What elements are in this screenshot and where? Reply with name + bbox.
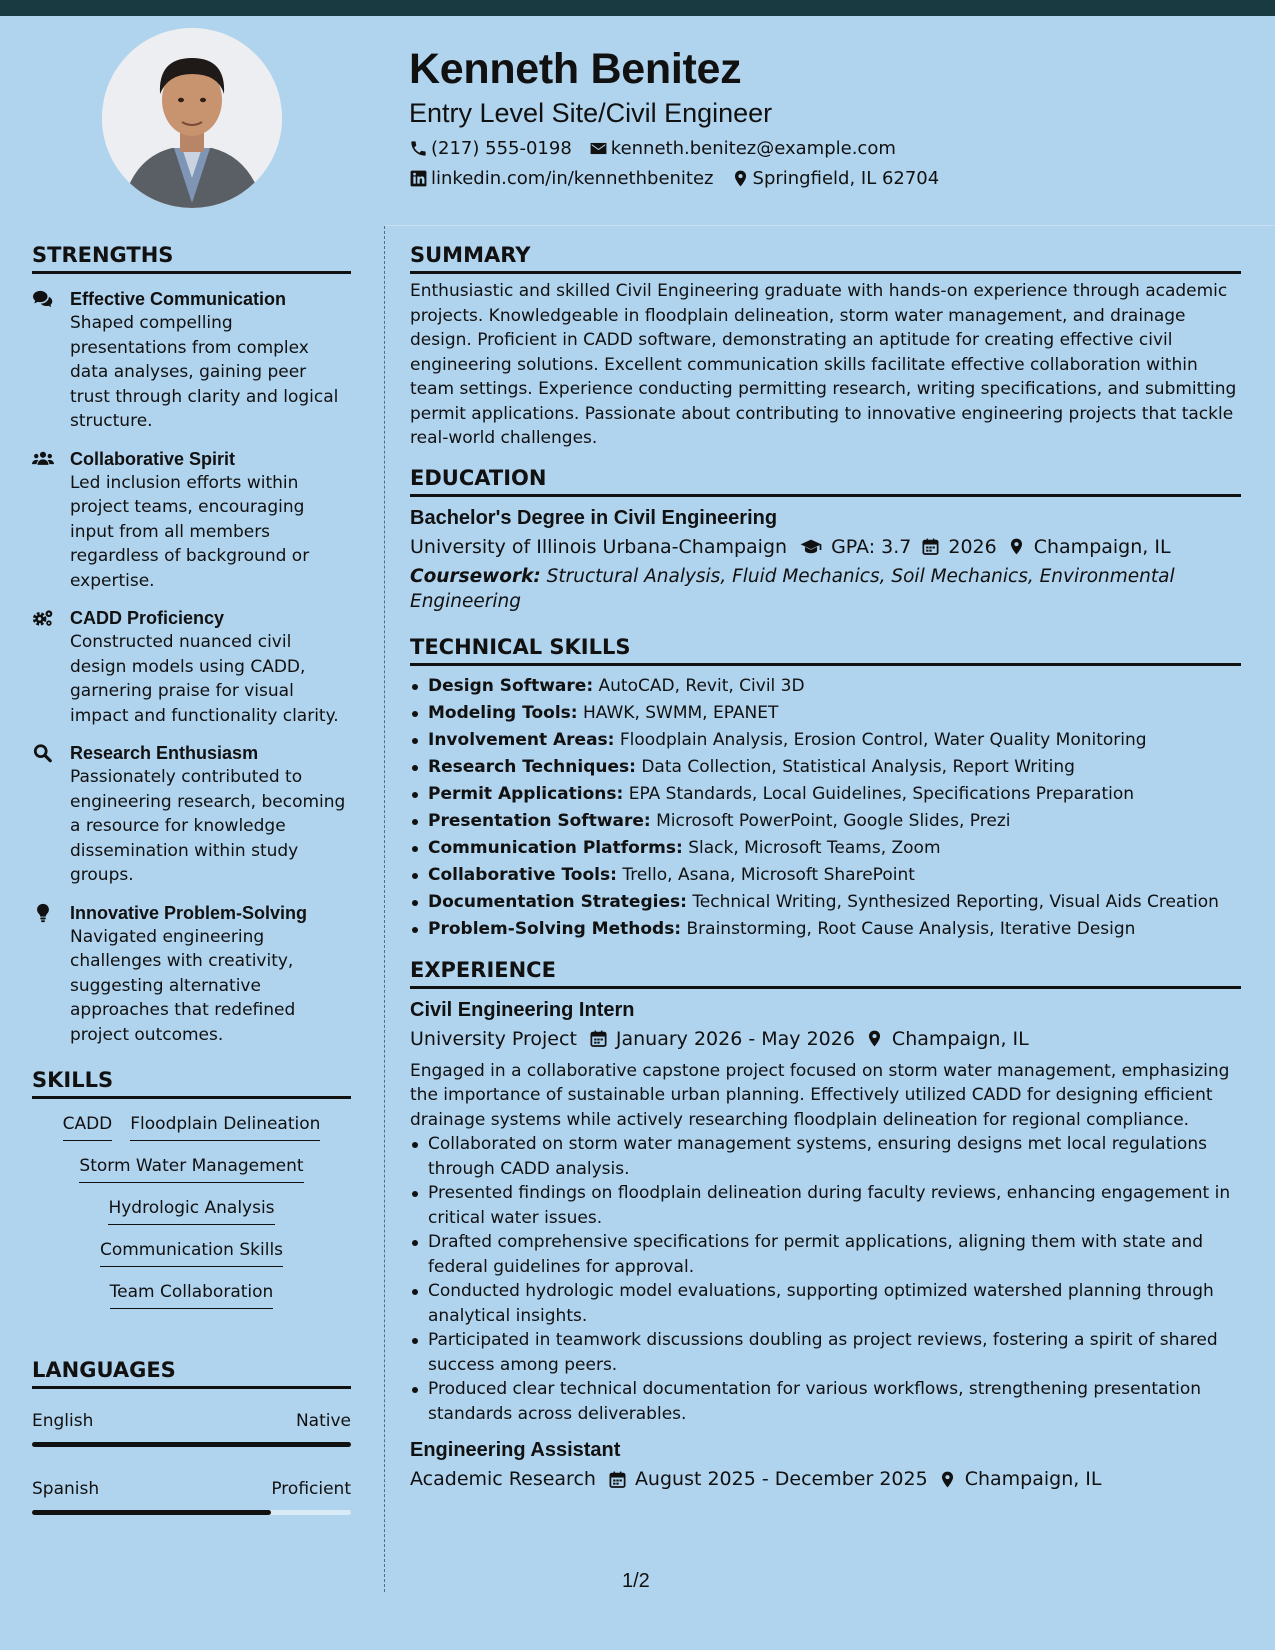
map-pin-icon xyxy=(1007,537,1026,556)
profile-photo xyxy=(102,28,282,208)
education-heading: EDUCATION xyxy=(410,465,1241,497)
job-title: Civil Engineering Intern xyxy=(410,998,635,1021)
linkedin-icon xyxy=(409,169,428,188)
strength-description: Constructed nuanced civil design models using CADD, garnering praise for visual impact and functionality clarity. xyxy=(70,632,339,726)
skill-chip: Floodplain Delineation xyxy=(130,1111,320,1141)
envelope-icon xyxy=(589,139,608,158)
strength-description: Passionately contributed to engineering research, becoming a resource for knowledge dissemination within study groups. xyxy=(70,767,346,885)
header-divider xyxy=(383,225,1275,226)
contact-row-1 xyxy=(409,133,1229,163)
list-item: Conducted hydrologic model evaluations, supporting optimized watershed planning through analytical insights. xyxy=(410,1279,1241,1328)
tech-skill-label: Permit Applications: xyxy=(428,783,624,804)
summary-heading: SUMMARY xyxy=(410,242,1241,274)
tech-skill-value: EPA Standards, Local Guidelines, Specifications Preparation xyxy=(628,783,1135,804)
tech-skill-value: Data Collection, Statistical Analysis, Report Writing xyxy=(641,756,1075,777)
skill-chip: Team Collaboration xyxy=(110,1279,274,1309)
degree-title: Bachelor's Degree in Civil Engineering xyxy=(410,506,778,529)
language-proficiency-fill xyxy=(32,1442,351,1447)
comments-icon xyxy=(32,289,54,309)
users-icon xyxy=(32,449,54,469)
tech-skill-label: Presentation Software: xyxy=(428,810,651,831)
search-icon xyxy=(32,743,54,763)
education-meta xyxy=(410,532,1241,562)
job-meta xyxy=(410,1464,1241,1494)
strength-item xyxy=(32,741,351,888)
job-title: Engineering Assistant xyxy=(410,1439,621,1461)
gpa-text: GPA: 3.7 xyxy=(831,535,912,558)
contact-location xyxy=(731,168,940,189)
tech-skill-value: Microsoft PowerPoint, Google Slides, Prezi xyxy=(656,810,1011,831)
location-text: Springfield, IL 62704 xyxy=(752,167,940,189)
contact-row-2 xyxy=(409,163,1229,193)
list-item: Participated in teamwork discussions doubling as project reviews, fostering a spirit of shared success among peers. xyxy=(410,1328,1241,1377)
left-column xyxy=(32,242,351,1545)
profile-photo-image xyxy=(102,28,282,208)
skills-heading: SKILLS xyxy=(32,1067,351,1099)
tech-skill-value: Trello, Asana, Microsoft SharePoint xyxy=(622,864,915,885)
list-item: Collaborated on storm water management systems, ensuring designs met local regulations through CADD analysis. xyxy=(410,1132,1241,1181)
strength-item xyxy=(32,901,351,1048)
list-item xyxy=(410,808,1241,835)
strengths-heading: STRENGTHS xyxy=(32,242,351,274)
technical-skills-list xyxy=(410,673,1241,943)
language-proficiency-bar xyxy=(32,1510,351,1515)
language-name: Spanish xyxy=(32,1479,100,1499)
strength-title: Innovative Problem-Solving xyxy=(70,902,308,923)
language-name: English xyxy=(32,1411,94,1431)
graduation-year: 2026 xyxy=(948,535,997,558)
summary-text: Enthusiastic and skilled Civil Engineering graduate with hands-on experience through academic projects. Knowledgeable in floodplain delineation, storm water management, and drainage design. Proficient in CADD software, demonstrating an aptitude for creating effective civil engineering solutions. Excellent communication skills facilitate effective collaboration within team settings. Experience conducting permitting research, writing specifications, and submitting permit applications. Passionate about contributing to innovative engineering projects that tackle real-world challenges. xyxy=(410,281,1237,448)
page-number: 1/2 xyxy=(622,1570,650,1592)
job-location: Champaign, IL xyxy=(964,1468,1102,1490)
linkedin-text: linkedin.com/in/kennethbenitez xyxy=(431,167,714,189)
calendar-icon xyxy=(608,1470,627,1489)
phone-text: (217) 555-0198 xyxy=(431,137,572,159)
skill-chip: CADD xyxy=(63,1111,113,1141)
candidate-name: Kenneth Benitez xyxy=(409,45,742,93)
contact-phone[interactable] xyxy=(409,138,572,159)
language-level: Native xyxy=(295,1411,351,1431)
coursework xyxy=(410,564,1241,614)
strength-description: Shaped compelling presentations from complex data analyses, gaining peer trust through clarity and logical structure. xyxy=(70,313,339,431)
tech-skill-label: Collaborative Tools: xyxy=(428,864,617,885)
strength-title: Collaborative Spirit xyxy=(70,448,236,469)
top-bar xyxy=(0,0,1275,16)
job-location: Champaign, IL xyxy=(891,1027,1029,1050)
job-summary: Engaged in a collaborative capstone project focused on storm water management, emphasizing the importance of sustainable urban planning. Effectively utilized CADD for designing efficient drainage systems while actively researching floodplain delineation for regional compliance. xyxy=(410,1060,1230,1130)
list-item xyxy=(410,673,1241,700)
tech-skill-value: Brainstorming, Root Cause Analysis, Iterative Design xyxy=(686,918,1136,939)
tech-skill-label: Design Software: xyxy=(428,675,594,696)
email-text: kenneth.benitez@example.com xyxy=(610,137,896,159)
list-item xyxy=(410,781,1241,808)
tech-skill-value: Technical Writing, Synthesized Reporting, Visual Aids Creation xyxy=(692,891,1219,912)
school-name: University of Illinois Urbana-Champaign xyxy=(410,535,788,558)
phone-icon xyxy=(409,139,428,158)
list-item xyxy=(410,700,1241,727)
list-item: Presented findings on floodplain delineation during faculty reviews, enhancing engagement in critical water issues. xyxy=(410,1181,1241,1230)
tech-skill-label: Communication Platforms: xyxy=(428,837,683,858)
tech-skill-label: Research Techniques: xyxy=(428,756,636,777)
calendar-icon xyxy=(589,1029,608,1048)
skill-chip: Storm Water Management xyxy=(79,1153,303,1183)
map-pin-icon xyxy=(731,169,750,188)
strength-item xyxy=(32,447,351,594)
tech-skill-value: Floodplain Analysis, Erosion Control, Water Quality Monitoring xyxy=(619,729,1147,750)
calendar-icon xyxy=(921,537,940,556)
list-item xyxy=(410,727,1241,754)
technical-skills-heading: TECHNICAL SKILLS xyxy=(410,634,1241,666)
lightbulb-icon xyxy=(32,903,54,923)
strength-title: Effective Communication xyxy=(70,289,287,309)
tech-skill-label: Involvement Areas: xyxy=(428,729,615,750)
strength-title: Research Enthusiasm xyxy=(70,743,259,763)
tech-skill-value: Slack, Microsoft Teams, Zoom xyxy=(688,837,941,858)
list-item xyxy=(410,889,1241,916)
contact-linkedin[interactable] xyxy=(409,168,714,189)
strength-description: Led inclusion efforts within project teams, encouraging input from all members regardless of background or expertise. xyxy=(70,472,310,591)
skill-chip: Hydrologic Analysis xyxy=(108,1195,274,1225)
language-proficiency-fill xyxy=(32,1510,271,1515)
candidate-title: Entry Level Site/Civil Engineer xyxy=(409,98,773,128)
list-item xyxy=(410,835,1241,862)
list-item xyxy=(410,754,1241,781)
tech-skill-label: Documentation Strategies: xyxy=(428,891,687,912)
list-item xyxy=(410,862,1241,889)
coursework-label: Coursework: xyxy=(410,565,541,587)
tech-skill-value: AutoCAD, Revit, Civil 3D xyxy=(598,675,805,696)
job-org: University Project xyxy=(410,1027,577,1050)
strength-item xyxy=(32,606,351,728)
skill-chip: Communication Skills xyxy=(100,1237,283,1267)
coursework-text: Structural Analysis, Fluid Mechanics, Soil Mechanics, Environmental Engineering xyxy=(410,565,1175,612)
strength-item xyxy=(32,287,351,434)
list-item: Produced clear technical documentation for various workflows, strengthening presentation standards across deliverables. xyxy=(410,1377,1241,1426)
list-item xyxy=(410,916,1241,943)
job-meta xyxy=(410,1024,1241,1054)
column-divider xyxy=(384,226,385,1592)
language-level: Proficient xyxy=(271,1479,351,1499)
language-proficiency-bar xyxy=(32,1442,351,1447)
map-pin-icon xyxy=(938,1470,957,1489)
language-item xyxy=(32,1409,351,1447)
job-dates: January 2026 - May 2026 xyxy=(615,1027,855,1050)
tech-skill-label: Modeling Tools: xyxy=(428,702,578,723)
resume-header xyxy=(409,42,1229,193)
map-pin-icon xyxy=(865,1029,884,1048)
language-item xyxy=(32,1477,351,1515)
tech-skill-label: Problem-Solving Methods: xyxy=(428,918,682,939)
languages-heading: LANGUAGES xyxy=(32,1357,351,1389)
gears-icon xyxy=(32,608,54,628)
job-dates: August 2025 - December 2025 xyxy=(634,1468,928,1490)
graduation-cap-icon xyxy=(799,537,823,556)
skills-list xyxy=(32,1111,351,1309)
list-item: Drafted comprehensive specifications for permit applications, aligning them with state and federal guidelines for approval. xyxy=(410,1230,1241,1279)
job-bullets xyxy=(410,1132,1241,1426)
education-location: Champaign, IL xyxy=(1033,535,1171,558)
strength-description: Navigated engineering challenges with creativity, suggesting alternative approaches that redefined project outcomes. xyxy=(70,926,296,1045)
experience-heading: EXPERIENCE xyxy=(410,957,1241,989)
strength-title: CADD Proficiency xyxy=(70,608,225,628)
right-column xyxy=(410,242,1241,1494)
job-org: Academic Research xyxy=(410,1468,596,1490)
contact-email[interactable] xyxy=(589,138,896,159)
tech-skill-value: HAWK, SWMM, EPANET xyxy=(583,702,779,723)
